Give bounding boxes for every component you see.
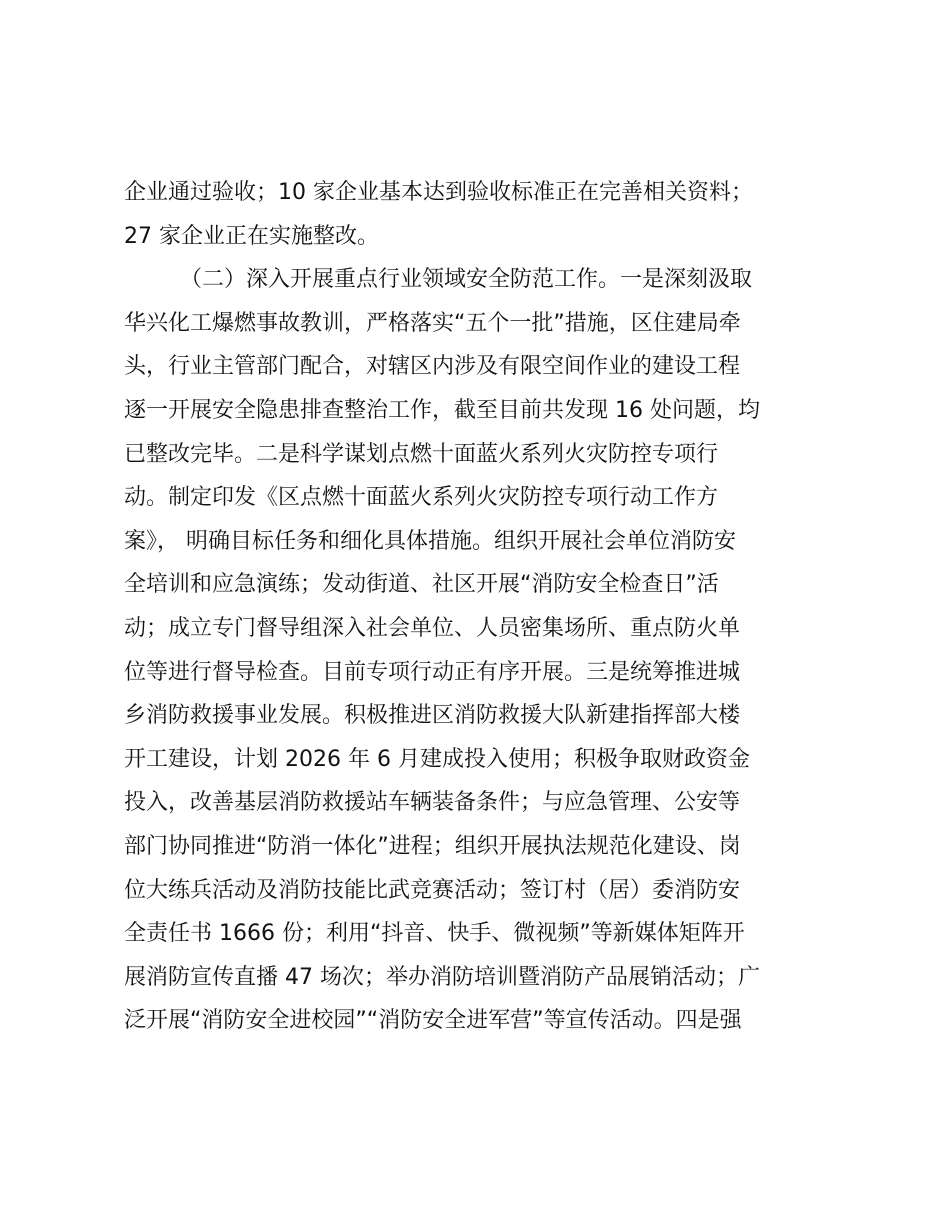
text-line: 动。制定印发《区点燃十面蓝火系列火灾防控专项行动工作方 <box>124 485 719 511</box>
text-line: 动；成立专门督导组深入社会单位、人员密集场所、重点防火单 <box>124 615 741 641</box>
text-line: 乡消防救援事业发展。积极推进区消防救援大队新建指挥部大楼 <box>124 703 741 729</box>
text-line: 开工建设，计划 2026 年 6 月建成投入使用；积极争取财政资金 <box>124 746 750 772</box>
text-line: 头，行业主管部门配合，对辖区内涉及有限空间作业的建设工程 <box>124 354 741 380</box>
text-line: 展消防宣传直播 47 场次；举办消防培训暨消防产品展销活动；广 <box>124 964 760 990</box>
text-line: 位大练兵活动及消防技能比武竞赛活动；签订村（居）委消防安 <box>124 877 741 903</box>
text-line: 企业通过验收；10 家企业基本达到验收标准正在完善相关资料； <box>124 180 753 205</box>
text-line: 部门协同推进“防消一体化”进程；组织开展执法规范化建设、岗 <box>124 833 741 859</box>
text-line: 已整改完毕。二是科学谋划点燃十面蓝火系列火灾防控专项行 <box>124 441 719 467</box>
text-line: 27 家企业正在实施整改。 <box>124 223 379 249</box>
text-line: 位等进行督导检查。目前专项行动正有序开展。三是统筹推进城 <box>124 659 741 685</box>
text-line: 逐一开展安全隐患排查整治工作，截至目前共发现 16 处问题，均 <box>124 397 760 423</box>
text-line: 投入，改善基层消防救援站车辆装备条件；与应急管理、公安等 <box>124 790 741 816</box>
text-line: 全培训和应急演练；发动街道、社区开展“消防安全检查日”活 <box>124 572 719 598</box>
text-line: 全责任书 1666 份；利用“抖音、快手、微视频”等新媒体矩阵开 <box>124 921 745 947</box>
paragraph-start-line: （二）深入开展重点行业领域安全防范工作。一是深刻汲取 <box>180 267 753 293</box>
text-line: 泛开展“消防安全进校园”“消防安全进军营”等宣传活动。四是强 <box>124 1008 742 1034</box>
text-line: 华兴化工爆燃事故教训，严格落实“五个一批”措施，区住建局牵 <box>124 310 741 336</box>
body-text <box>124 171 834 1043</box>
text-line: 案》， 明确目标任务和细化具体措施。组织开展社会单位消防安 <box>124 528 736 554</box>
